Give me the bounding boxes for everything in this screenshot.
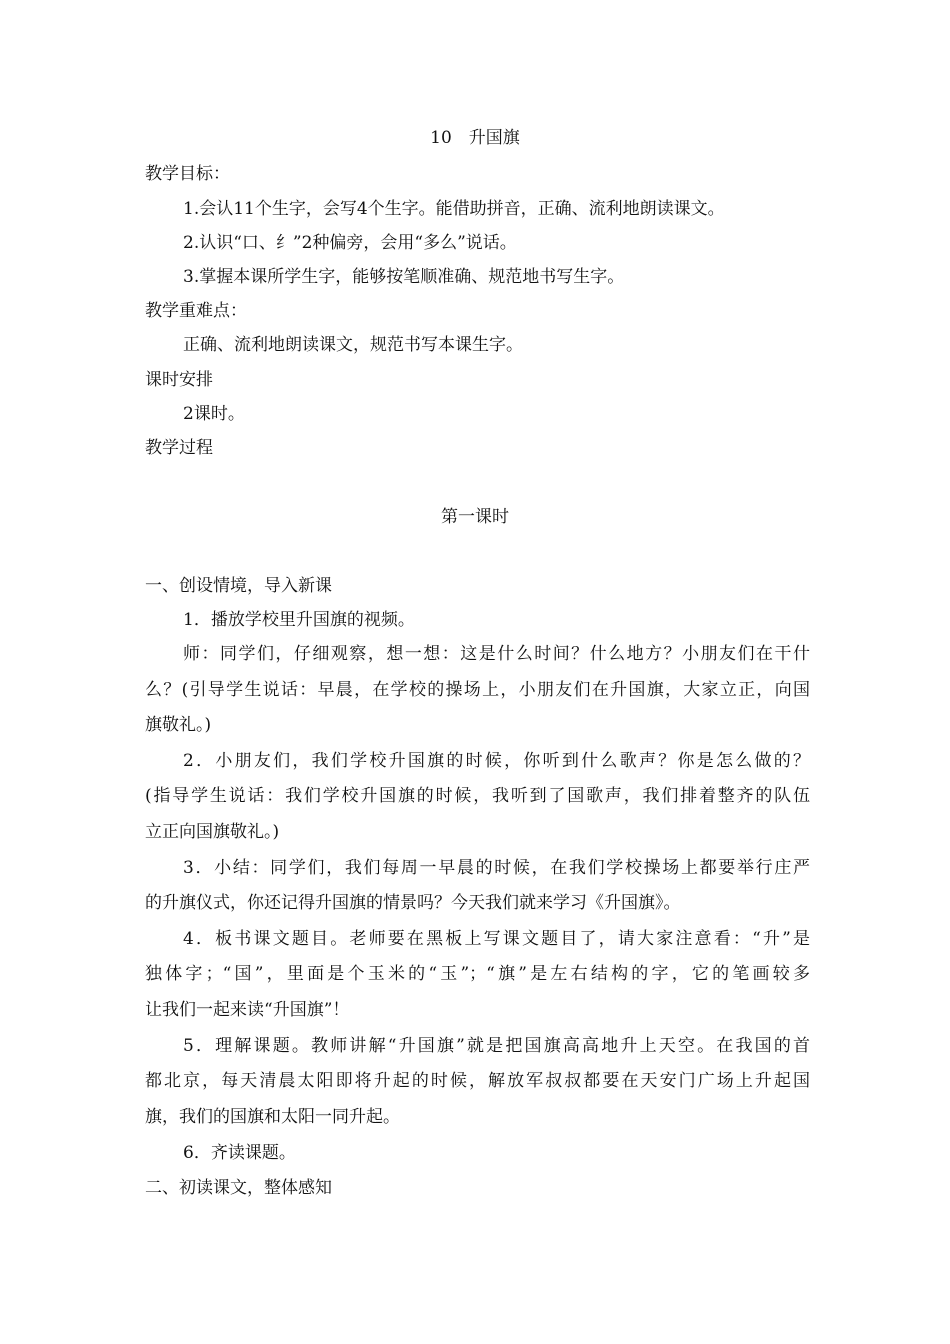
- paragraph-1: 1．播放学校里升国旗的视频。: [183, 610, 415, 630]
- paragraph-2-line-2: 么？(引导学生说话：早晨，在学校的操场上，小朋友们在升国旗，大家立正，向国: [145, 680, 810, 700]
- paragraph-6-line-2: 都北京，每天清晨太阳即将升起的时候，解放军叔叔都要在天安门广场上升起国: [145, 1071, 810, 1091]
- schedule-heading: 课时安排: [145, 370, 213, 390]
- lesson-title: 第一课时: [441, 507, 509, 527]
- paragraph-6-line-3: 旗，我们的国旗和太阳一同升起。: [145, 1107, 400, 1127]
- paragraph-2-line-1: 师：同学们，仔细观察，想一想：这是什么时间？什么地方？小朋友们在干什: [183, 644, 810, 664]
- paragraph-3-line-1: 2．小朋友们，我们学校升国旗的时候，你听到什么歌声？你是怎么做的？: [183, 751, 810, 771]
- process-heading: 教学过程: [145, 438, 213, 458]
- paragraph-3-line-2: (指导学生说话：我们学校升国旗的时候，我听到了国歌声，我们排着整齐的队伍: [145, 786, 810, 806]
- paragraph-5-line-2: 独体字；“国”，里面是个玉米的“玉”；“旗”是左右结构的字，它的笔画较多: [145, 964, 810, 984]
- section-2-heading: 二、初读课文，整体感知: [145, 1178, 332, 1198]
- section-1-heading: 一、创设情境，导入新课: [145, 576, 332, 596]
- schedule-text: 2课时。: [183, 404, 245, 424]
- paragraph-5-line-1: 4．板书课文题目。老师要在黑板上写课文题目了，请大家注意看：“升”是: [183, 929, 810, 949]
- objective-item-3: 3.掌握本课所学生字，能够按笔顺准确、规范地书写生字。: [183, 267, 625, 287]
- objective-item-2: 2.认识“口、纟”2种偏旁，会用“多么”说话。: [183, 233, 517, 253]
- document-title: 10 升国旗: [430, 128, 520, 148]
- objective-item-1: 1.会认11个生字，会写4个生字。能借助拼音，正确、流利地朗读课文。: [183, 199, 725, 219]
- paragraph-4-line-1: 3．小结：同学们，我们每周一早晨的时候，在我们学校操场上都要举行庄严: [183, 858, 810, 878]
- paragraph-2-line-3: 旗敬礼。): [145, 715, 212, 735]
- key-points-heading: 教学重难点：: [145, 301, 247, 321]
- paragraph-5-line-3: 让我们一起来读“升国旗”！: [145, 1000, 350, 1020]
- paragraph-6-line-1: 5．理解课题。教师讲解“升国旗”就是把国旗高高地升上天空。在我国的首: [183, 1036, 810, 1056]
- paragraph-7: 6．齐读课题。: [183, 1143, 296, 1163]
- key-points-text: 正确、流利地朗读课文，规范书写本课生字。: [183, 335, 523, 355]
- objectives-heading: 教学目标：: [145, 164, 230, 184]
- paragraph-4-line-2: 的升旗仪式，你还记得升国旗的情景吗？今天我们就来学习《升国旗》。: [145, 893, 681, 913]
- paragraph-3-line-3: 立正向国旗敬礼。): [145, 822, 280, 842]
